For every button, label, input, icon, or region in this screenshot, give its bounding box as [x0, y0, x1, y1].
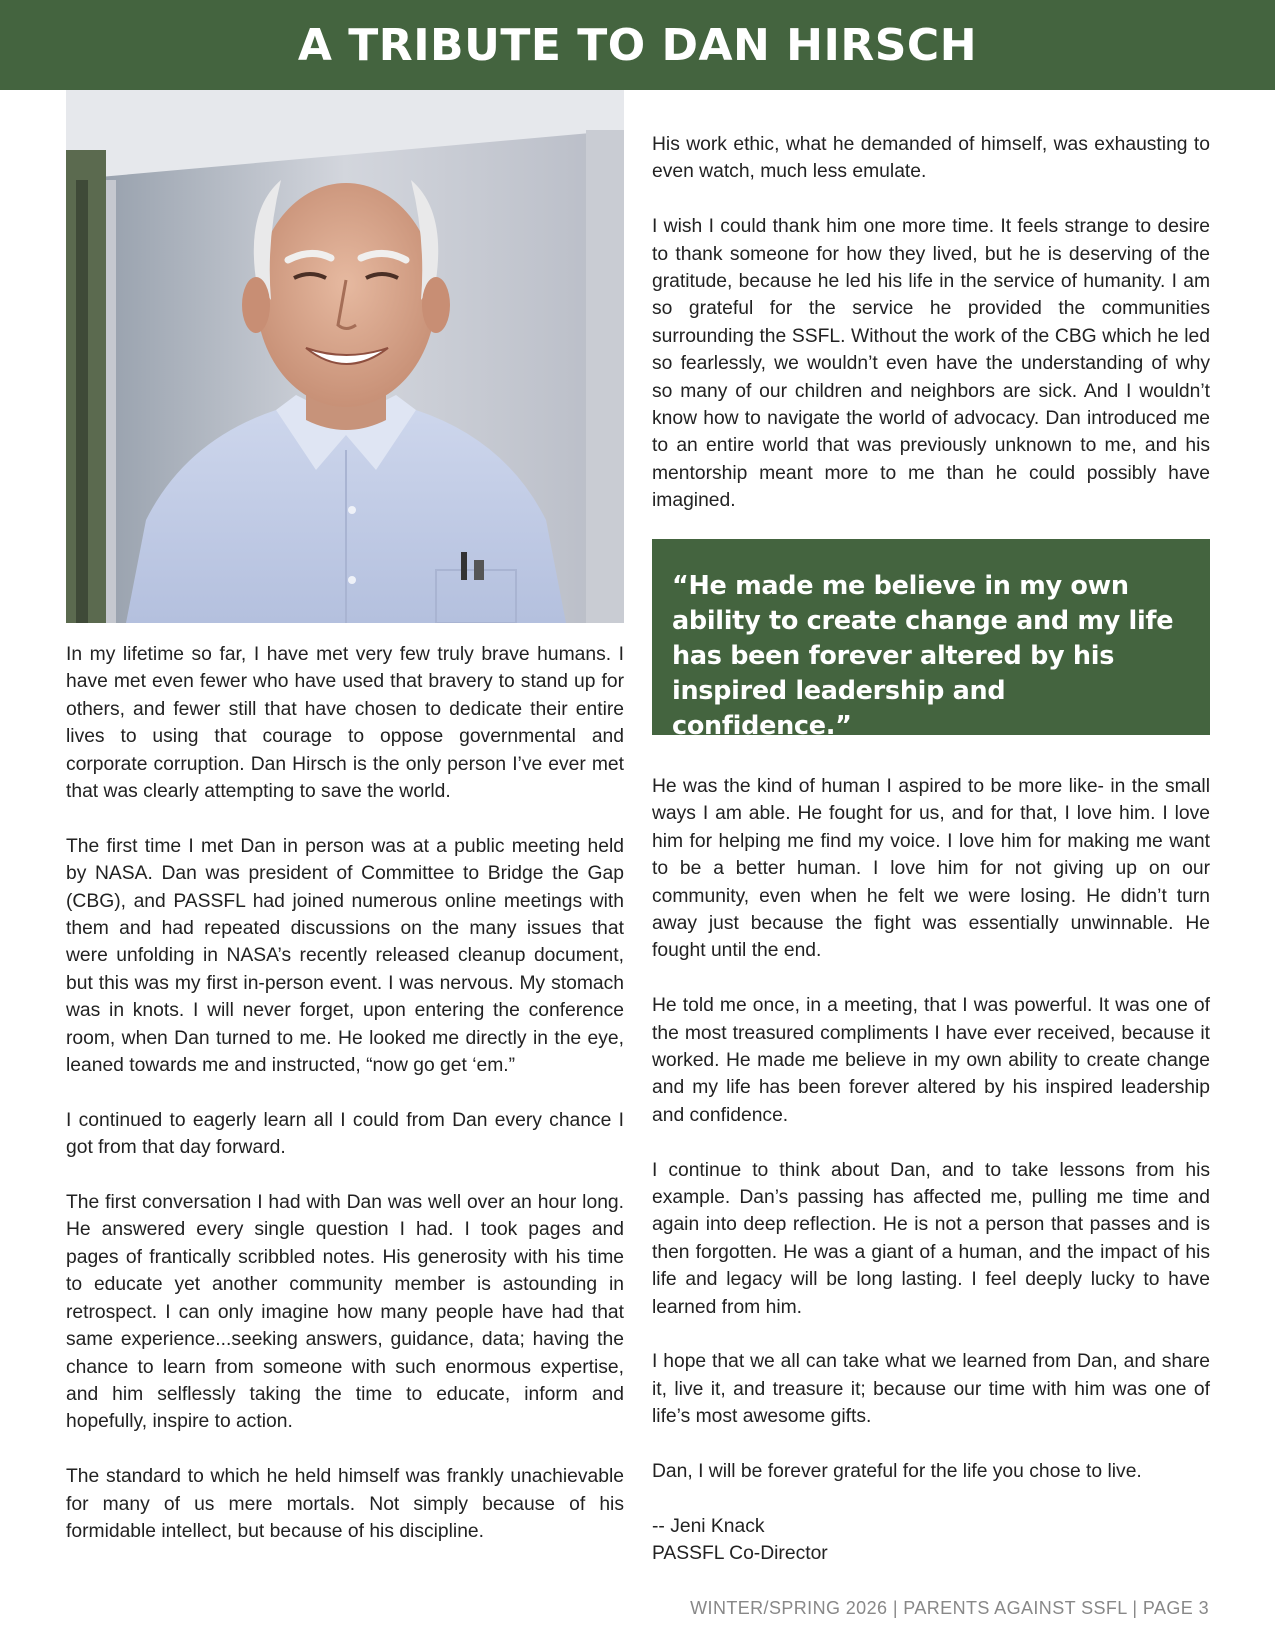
left-column-text	[66, 641, 624, 1545]
signature-block	[652, 1513, 1210, 1568]
paragraph: I continued to eagerly learn all I could from Dan every chance I got from that day forward.	[66, 1109, 624, 1159]
page-footer: WINTER/SPRING 2026 | PARENTS AGAINST SSFL | PAGE 3	[690, 1598, 1209, 1618]
paragraph: I continue to think about Dan, and to take lessons from his example. Dan’s passing has affected me, pulling me time and again into deep reflection. He is not a person that passes and is then forgotten. He was a giant of a human, and the impact of his life and legacy will be long lasting. I feel deeply lucky to have learned from him.	[652, 1159, 1210, 1318]
page-header	[0, 0, 1275, 90]
paragraph: He was the kind of human I aspired to be more like- in the small ways I am able. He fought for us, and for that, I love him. I love him for helping me find my voice. I love him for making me want to be a better human. I love him for not giving up on our community, even when he felt we were losing. He didn’t turn away just because the fight was essentially unwinnable. He fought until the end.	[652, 776, 1210, 962]
page-title: A TRIBUTE TO DAN HIRSCH	[297, 19, 978, 71]
signature-name: -- Jeni Knack	[652, 1515, 765, 1537]
paragraph: He told me once, in a meeting, that I was powerful. It was one of the most treasured compliments I have ever received, because it worked. He made me believe in my own ability to create change and my life has been forever altered by his inspired leadership and confidence.	[652, 995, 1210, 1126]
paragraph: The first time I met Dan in person was at a public meeting held by NASA. Dan was president of Committee to Bridge the Gap (CBG), and PASSFL had joined numerous online meetings with them and had repeated discussions on the many issues that were unfolding in NASA’s recently released cleanup document, but this was my first in-person event. I was nervous. My stomach was in knots. I will never forget, upon entering the conference room, when Dan turned to me. He looked me directly in the eye, leaned towards me and instructed, “now go get ‘em.”	[66, 835, 624, 1077]
paragraph: In my lifetime so far, I have met very few truly brave humans. I have met even fewer who have used that bravery to stand up for others, and fewer still that have chosen to dedicate their entire lives to using that courage to oppose governmental and corporate corruption. Dan Hirsch is the only person I’ve ever met that was clearly attempting to save the world.	[66, 644, 624, 803]
signature-title: PASSFL Co-Director	[652, 1543, 828, 1565]
portrait-photo	[66, 90, 624, 623]
paragraph: The first conversation I had with Dan was well over an hour long. He answered every single question I had. I took pages and pages of frantically scribbled notes. His generosity with his time to educate yet another community member is astounding in retrospect. I can only imagine how many people have had that same experience...seeking answers, guidance, data; having the chance to learn from someone with such enormous expertise, and him selflessly taking the time to educate, inform and hopefully, inspire to action.	[66, 1192, 624, 1433]
pull-quote-text: “He made me believe in my own ability to create change and my life has been forever altered by his inspired leadership and confidence.”	[672, 571, 1174, 741]
right-column-top-text	[652, 131, 1210, 515]
paragraph: I wish I could thank him one more time. It feels strange to desire to thank someone for how they lived, but he is deserving of the gratitude, because he led his life in the service of humanity. I am so grateful for the service he provided the communities surrounding the SSFL. Without the work of the CBG which he led so fearlessly, we wouldn’t even have the understanding of why so many of our children and neighbors are sick. And I wouldn’t know how to navigate the world of advocacy. Dan introduced me to an entire world that was previously unknown to me, and his mentorship meant more to me than he could possibly have imagined.	[652, 216, 1210, 512]
pull-quote-box	[652, 539, 1210, 741]
paragraph: Dan, I will be forever grateful for the life you chose to live.	[652, 1461, 1142, 1483]
paragraph: I hope that we all can take what we learned from Dan, and share it, live it, and treasure it; because our time with him was one of life’s most awesome gifts.	[652, 1351, 1210, 1428]
right-column-bottom-text	[652, 773, 1210, 1568]
paragraph: His work ethic, what he demanded of himself, was exhausting to even watch, much less emulate.	[652, 134, 1210, 183]
paragraph: The standard to which he held himself was frankly unachievable for many of us mere mortals. Not simply because of his formidable intellect, but because of his discipline.	[66, 1466, 624, 1542]
